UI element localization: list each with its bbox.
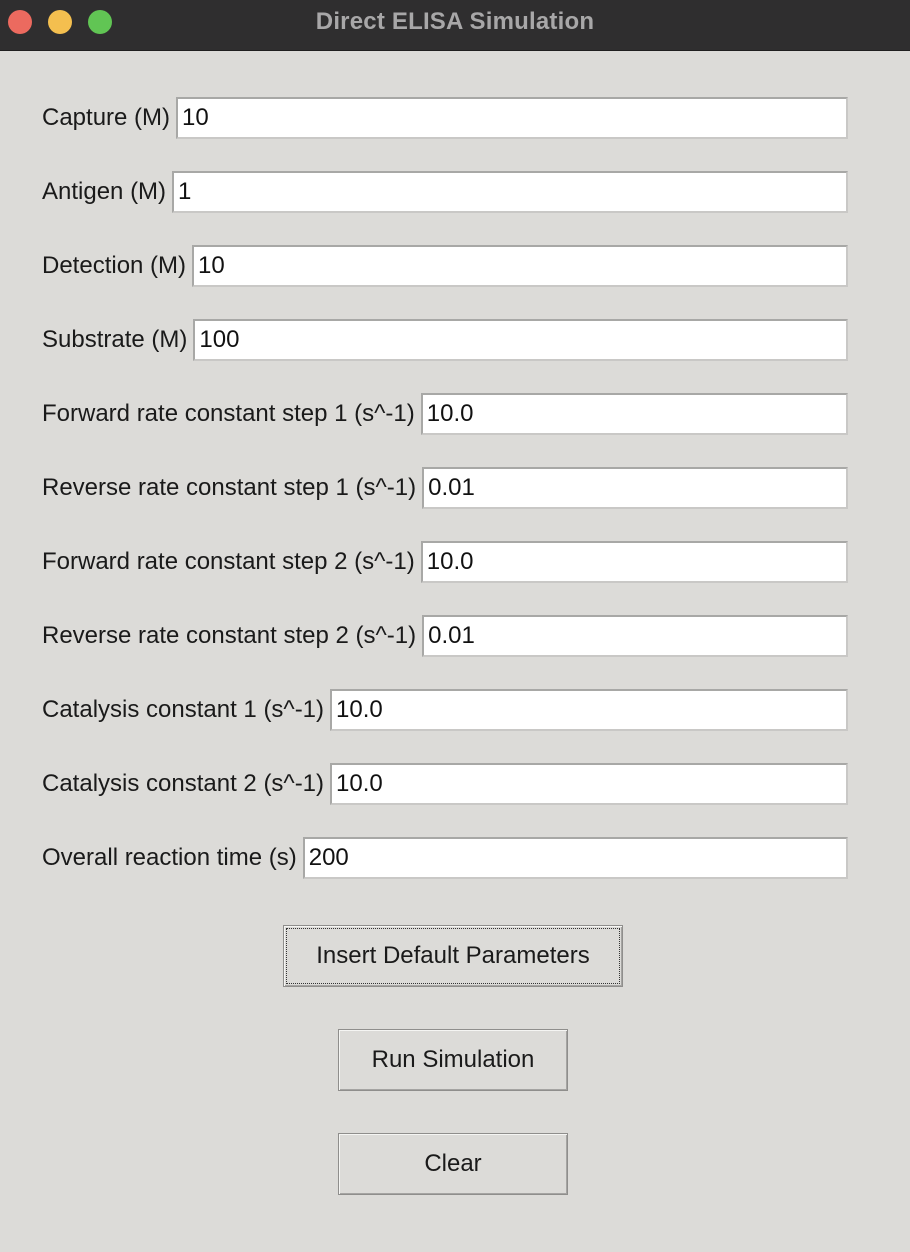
forward-rate-1-label: Forward rate constant step 1 (s^-1)	[42, 400, 415, 427]
insert-default-parameters-button[interactable]: Insert Default Parameters	[283, 925, 623, 987]
catalysis-1-input[interactable]	[330, 689, 848, 731]
detection-row	[42, 245, 848, 287]
catalysis-2-label: Catalysis constant 2 (s^-1)	[42, 770, 325, 797]
forward-rate-1-row	[42, 393, 848, 435]
detection-label: Detection (M)	[42, 252, 187, 279]
forward-rate-2-label: Forward rate constant step 2 (s^-1)	[42, 548, 415, 575]
clear-button[interactable]: Clear	[338, 1133, 568, 1195]
reverse-rate-1-input[interactable]	[422, 467, 848, 509]
substrate-label: Substrate (M)	[42, 326, 188, 353]
catalysis-2-input[interactable]	[330, 763, 848, 805]
antigen-input[interactable]	[172, 171, 848, 213]
capture-label: Capture (M)	[42, 104, 171, 131]
reverse-rate-2-label: Reverse rate constant step 2 (s^-1)	[42, 622, 417, 649]
capture-input[interactable]	[176, 97, 848, 139]
antigen-label: Antigen (M)	[42, 178, 167, 205]
catalysis-2-row	[42, 763, 848, 805]
detection-input[interactable]	[192, 245, 848, 287]
reaction-time-row	[42, 837, 848, 879]
run-simulation-button[interactable]: Run Simulation	[338, 1029, 568, 1091]
forward-rate-2-row	[42, 541, 848, 583]
catalysis-1-row	[42, 689, 848, 731]
reverse-rate-2-input[interactable]	[422, 615, 848, 657]
window-title: Direct ELISA Simulation	[315, 8, 595, 35]
forward-rate-1-input[interactable]	[421, 393, 848, 435]
antigen-row	[42, 171, 848, 213]
title-bar[interactable]	[0, 0, 910, 51]
reverse-rate-1-row	[42, 467, 848, 509]
reverse-rate-1-label: Reverse rate constant step 1 (s^-1)	[42, 474, 417, 501]
substrate-input[interactable]	[193, 319, 848, 361]
reverse-rate-2-row	[42, 615, 848, 657]
forward-rate-2-input[interactable]	[421, 541, 848, 583]
reaction-time-label: Overall reaction time (s)	[42, 844, 297, 871]
reaction-time-input[interactable]	[303, 837, 848, 879]
capture-row	[42, 97, 848, 139]
substrate-row	[42, 319, 848, 361]
catalysis-1-label: Catalysis constant 1 (s^-1)	[42, 696, 325, 723]
